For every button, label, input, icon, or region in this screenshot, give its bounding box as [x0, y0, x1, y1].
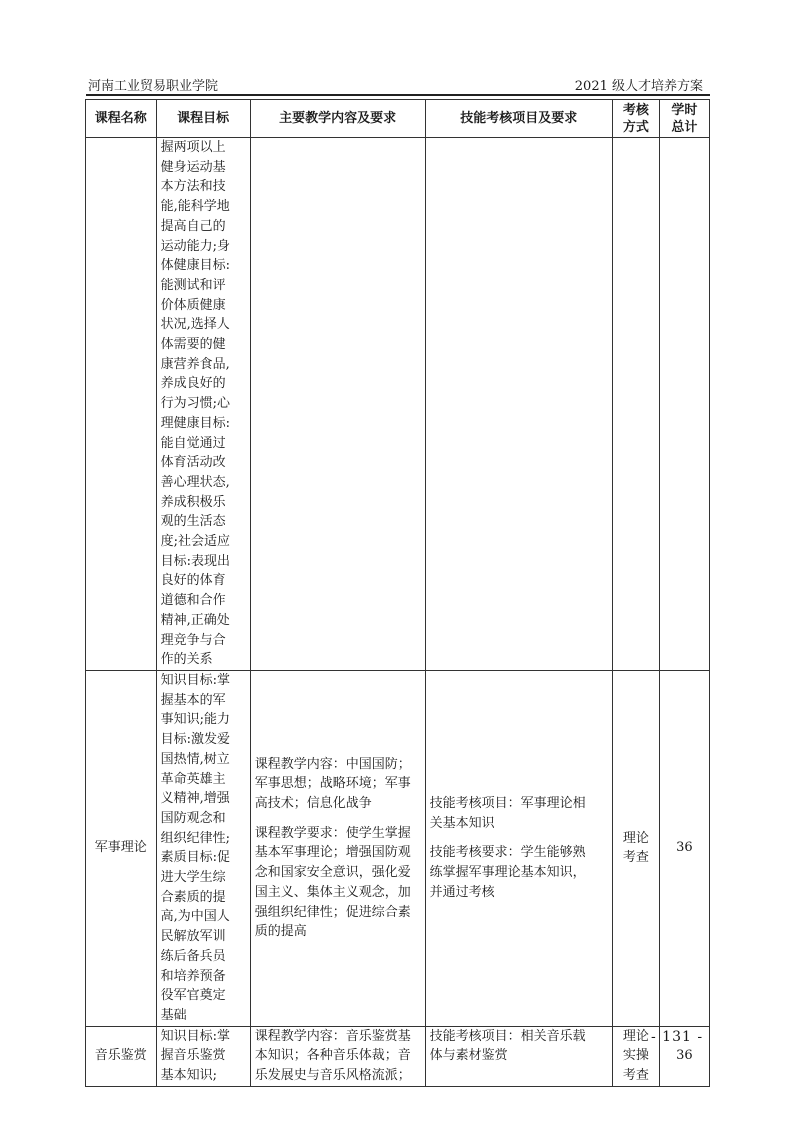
cell-assess: 理论 考查 — [612, 670, 659, 1026]
cell-course-name: 音乐鉴赏 — [86, 1026, 157, 1086]
cell-course-name — [86, 138, 157, 671]
col-header-course-target: 课程目标 — [156, 100, 250, 138]
cell-skill — [425, 670, 612, 1026]
col-header-content: 主要教学内容及要求 — [250, 100, 425, 138]
content-paragraph: 课程教学要求：使学生掌握 基本军事理论；增强国防观 念和国家安全意识，强化爱 国主义、集体主义观念，加 强组织纪律性；促进综合素 质的提高 — [254, 825, 411, 940]
cell-course-target: 知识目标:掌 握基本的军 事知识;能力 目标:激发爱 国热情,树立 革命英雄主 义精神,增强 国防观念和 组织纪律性; 素质目标:促 进大学生综 合素质的提 高,为中国人 民解放军训 练后备兵员 和培养预备 役军官奠定 基础 — [156, 670, 250, 1026]
cell-assess — [612, 138, 659, 671]
content-paragraph: 课程教学内容：中国国防； 军事思想；战略环境；军事 高技术；信息化战争 — [254, 756, 411, 812]
cell-content: 课程教学内容：音乐鉴赏基 本知识；各种音乐体裁；音 乐发展史与音乐风格流派； — [250, 1026, 425, 1086]
col-header-course-name: 课程名称 — [86, 100, 157, 138]
cell-hours: 36 — [659, 670, 709, 1026]
table-header-row — [86, 100, 710, 138]
col-header-assess: 考核 方式 — [612, 100, 659, 138]
cell-content — [250, 670, 425, 1026]
skill-paragraph: 技能考核要求：学生能够熟 练掌握军事理论基本知识， 并通过考核 — [429, 845, 586, 900]
cell-assess: 理论 实操 考查 — [612, 1026, 659, 1086]
skill-paragraph: 技能考核项目：军事理论相 关基本知识 — [429, 796, 586, 831]
cell-course-target: 知识目标:掌 握音乐鉴赏 基本知识; — [156, 1026, 250, 1086]
cell-hours: 36 — [659, 1026, 709, 1086]
cell-skill: 技能考核项目：相关音乐载 体与素材鉴赏 — [425, 1026, 612, 1086]
header-rule — [86, 94, 710, 96]
cell-course-target: 握两项以上 健身运动基 本方法和技 能,能科学地 提高自己的 运动能力;身 体健康目标: 能测试和评 价体质健康 状况,选择人 体需要的健 康营养食品, 养成良好的 行为习惯;心 理健康目标: 能自觉通过 体育活动改 善心理状态, 养成积极乐 观的生活态 度;社会适应 目标:表现出 良好的体育 道德和合作 精神,正确处 理竞争与合 作的关系 — [156, 138, 250, 671]
table-row — [86, 670, 710, 1026]
course-table — [85, 99, 710, 1087]
cell-content — [250, 138, 425, 671]
cell-hours — [659, 138, 709, 671]
header-school-name: 河南工业贸易职业学院 — [88, 79, 219, 94]
header-plan-title: 2021 级人才培养方案 — [574, 79, 703, 94]
table-row — [86, 1026, 710, 1086]
col-header-skill: 技能考核项目及要求 — [425, 100, 612, 138]
table-row — [86, 138, 710, 671]
page-number: - 131 - — [651, 1029, 704, 1045]
col-header-hours: 学时 总计 — [659, 100, 709, 138]
cell-skill — [425, 138, 612, 671]
cell-course-name: 军事理论 — [86, 670, 157, 1026]
